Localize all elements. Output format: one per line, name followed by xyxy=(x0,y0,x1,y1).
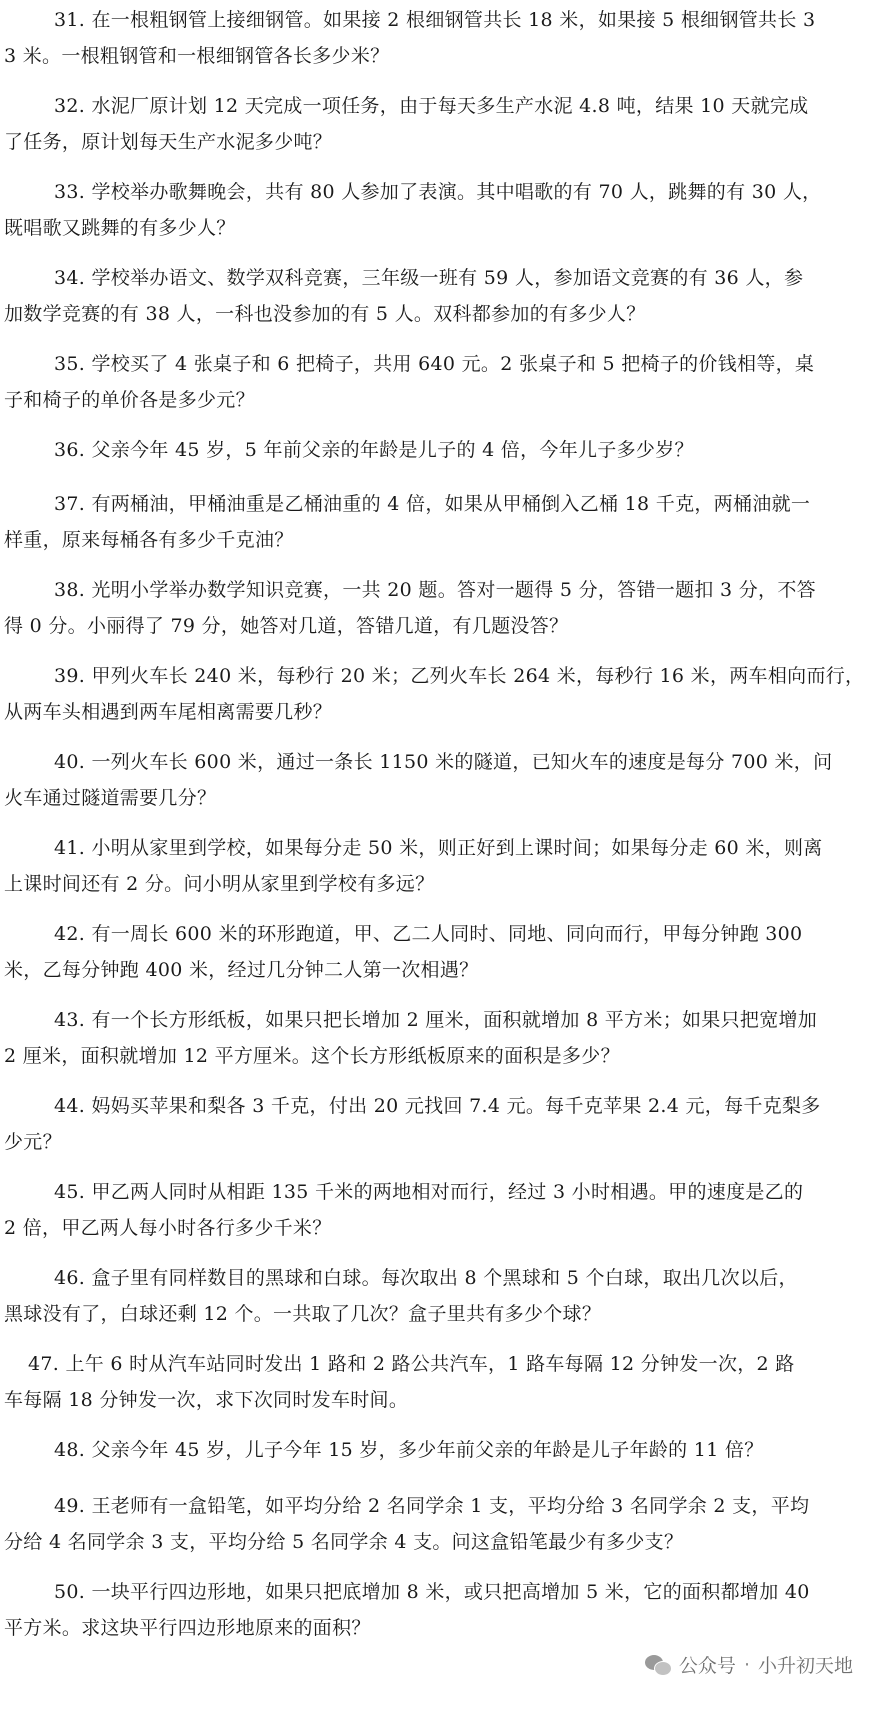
problem-48 xyxy=(0,1432,875,1468)
problem-41 xyxy=(0,830,875,902)
problem-line: 火车通过隧道需要几分？ xyxy=(4,787,217,809)
problem-34 xyxy=(0,260,875,332)
problem-line: 平方米。求这块平行四边形地原来的面积？ xyxy=(4,1617,371,1639)
problem-33 xyxy=(0,174,875,246)
wechat-watermark xyxy=(645,1651,853,1678)
problem-47 xyxy=(0,1346,875,1418)
problem-line: 车每隔 18 分钟发一次，求下次同时发车时间。 xyxy=(4,1389,409,1411)
problem-line: 47. 上午 6 时从汽车站同时发出 1 路和 2 路公共汽车，1 路车每隔 12 分钟发一次，2 路 xyxy=(28,1353,795,1375)
problem-38 xyxy=(0,572,875,644)
problem-line: 33. 学校举办歌舞晚会，共有 80 人参加了表演。其中唱歌的有 70 人，跳舞的有 30 人， xyxy=(54,181,822,203)
problem-line: 样重，原来每桶各有多少千克油？ xyxy=(4,529,294,551)
problem-line: 35. 学校买了 4 张桌子和 6 把椅子，共用 640 元。2 张桌子和 5 把椅子的价钱相等，桌 xyxy=(54,353,815,375)
problem-line: 米，乙每分钟跑 400 米，经过几分钟二人第一次相遇？ xyxy=(4,959,479,981)
problem-line: 48. 父亲今年 45 岁，儿子今年 15 岁，多少年前父亲的年龄是儿子年龄的 11 倍？ xyxy=(54,1439,764,1461)
problem-line: 40. 一列火车长 600 米，通过一条长 1150 米的隧道，已知火车的速度是每分 700 米，问 xyxy=(54,751,833,773)
problem-line: 43. 有一个长方形纸板，如果只把长增加 2 厘米，面积就增加 8 平方米；如果只把宽增加 xyxy=(54,1009,818,1031)
problem-39 xyxy=(0,658,875,730)
problem-40 xyxy=(0,744,875,816)
problem-line: 42. 有一周长 600 米的环形跑道，甲、乙二人同时、同地、同向而行，甲每分钟跑 300 xyxy=(54,923,803,945)
problem-44 xyxy=(0,1088,875,1160)
problem-line: 38. 光明小学举办数学知识竞赛，一共 20 题。答对一题得 5 分，答错一题扣 3 分，不答 xyxy=(54,579,816,601)
problem-line: 45. 甲乙两人同时从相距 135 千米的两地相对而行，经过 3 小时相遇。甲的速度是乙的 xyxy=(54,1181,804,1203)
problem-32 xyxy=(0,88,875,160)
problem-line: 了任务，原计划每天生产水泥多少吨？ xyxy=(4,131,333,153)
problem-36 xyxy=(0,432,875,468)
problem-line: 36. 父亲今年 45 岁，5 年前父亲的年龄是儿子的 4 倍，今年儿子多少岁？ xyxy=(54,439,694,461)
problem-line: 50. 一块平行四边形地，如果只把底增加 8 米，或只把高增加 5 米，它的面积都增加 40 xyxy=(54,1581,810,1603)
problem-line: 32. 水泥厂原计划 12 天完成一项任务，由于每天多生产水泥 4.8 吨，结果 10 天就完成 xyxy=(54,95,809,117)
problem-37 xyxy=(0,486,875,558)
problem-line: 39. 甲列火车长 240 米，每秒行 20 米；乙列火车长 264 米，每秒行 16 米，两车相向而行， xyxy=(54,665,865,687)
problem-line: 49. 王老师有一盒铅笔，如平均分给 2 名同学余 1 支，平均分给 3 名同学余 2 支，平均 xyxy=(54,1495,810,1517)
problem-49 xyxy=(0,1488,875,1560)
problem-line: 34. 学校举办语文、数学双科竞赛，三年级一班有 59 人，参加语文竞赛的有 36 人，参 xyxy=(54,267,804,289)
problem-line: 上课时间还有 2 分。问小明从家里到学校有多远？ xyxy=(4,873,435,895)
watermark-name: 小升初天地 xyxy=(757,1655,853,1677)
problem-line: 子和椅子的单价各是多少元？ xyxy=(4,389,255,411)
problem-31 xyxy=(0,2,875,74)
problem-line: 2 厘米，面积就增加 12 平方厘米。这个长方形纸板原来的面积是多少？ xyxy=(4,1045,620,1067)
wechat-icon xyxy=(645,1655,671,1675)
problem-line: 加数学竞赛的有 38 人，一科也没参加的有 5 人。双科都参加的有多少人？ xyxy=(4,303,646,325)
problem-line: 2 倍，甲乙两人每小时各行多少千米？ xyxy=(4,1217,332,1239)
problem-line: 既唱歌又跳舞的有多少人？ xyxy=(4,217,236,239)
problem-line: 44. 妈妈买苹果和梨各 3 千克，付出 20 元找回 7.4 元。每千克苹果 2.4 元，每千克梨多 xyxy=(54,1095,821,1117)
problem-line: 46. 盒子里有同样数目的黑球和白球。每次取出 8 个黑球和 5 个白球，取出几次以后， xyxy=(54,1267,798,1289)
problem-line: 得 0 分。小丽得了 79 分，她答对几道，答错几道，有几题没答？ xyxy=(4,615,569,637)
problem-43 xyxy=(0,1002,875,1074)
watermark-prefix: 公众号 xyxy=(678,1655,736,1677)
problem-line: 3 米。一根粗钢管和一根细钢管各长多少米？ xyxy=(4,45,390,67)
problem-line: 分给 4 名同学余 3 支，平均分给 5 名同学余 4 支。问这盒铅笔最少有多少支？ xyxy=(4,1531,684,1553)
problem-46 xyxy=(0,1260,875,1332)
problem-line: 少元？ xyxy=(4,1131,62,1153)
problem-line: 31. 在一根粗钢管上接细钢管。如果接 2 根细钢管共长 18 米，如果接 5 根细钢管共长 3 xyxy=(54,9,816,31)
problem-line: 41. 小明从家里到学校，如果每分走 50 米，则正好到上课时间；如果每分走 60 米，则离 xyxy=(54,837,823,859)
problem-line: 37. 有两桶油，甲桶油重是乙桶油重的 4 倍，如果从甲桶倒入乙桶 18 千克，两桶油就一 xyxy=(54,493,811,515)
problem-42 xyxy=(0,916,875,988)
problem-line: 黑球没有了，白球还剩 12 个。一共取了几次？盒子里共有多少个球？ xyxy=(4,1303,602,1325)
watermark-separator: · xyxy=(743,1653,750,1676)
problem-50 xyxy=(0,1574,875,1646)
problem-45 xyxy=(0,1174,875,1246)
problem-line: 从两车头相遇到两车尾相离需要几秒？ xyxy=(4,701,333,723)
problem-35 xyxy=(0,346,875,418)
